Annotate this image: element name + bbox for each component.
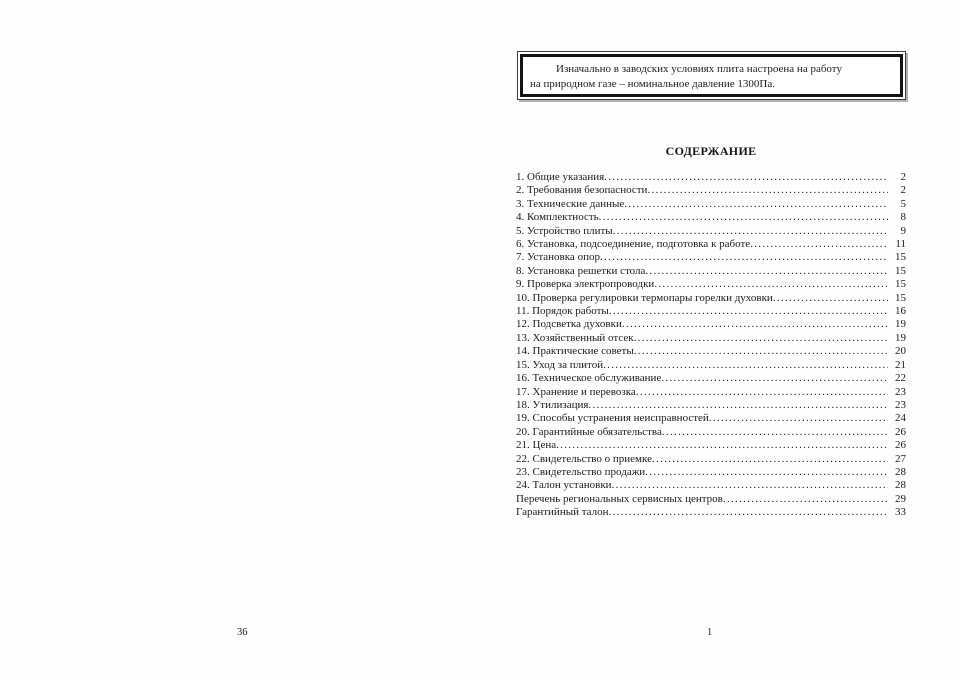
toc-leader-dots (603, 359, 888, 372)
toc-item-page: 24 (895, 412, 906, 425)
notice-text-line1: Изначально в заводских условиях плита настроена на работу (556, 63, 842, 75)
toc-item (516, 238, 906, 251)
toc-item (516, 412, 906, 425)
toc-item-page: 15 (895, 264, 906, 277)
toc-item-title: 8. Установка решетки стола (516, 264, 646, 277)
toc-leader-dots (634, 345, 888, 358)
toc-item-title: 7. Установка опор (516, 251, 600, 264)
toc-leader-dots (609, 305, 888, 318)
factory-notice-box (517, 51, 906, 100)
toc-item-title: 14. Практические советы (516, 345, 634, 358)
toc-item-title: 21. Цена (516, 439, 557, 452)
toc-item (516, 359, 906, 372)
toc-item-title: 1. Общие указания (516, 171, 605, 183)
toc-item-page: 8 (900, 211, 906, 224)
toc-item (516, 345, 906, 358)
toc-item-page: 5 (900, 197, 906, 210)
factory-notice-inner-frame (520, 54, 903, 97)
toc-leader-dots (723, 493, 888, 506)
toc-item (516, 426, 906, 439)
toc-item-page: 28 (895, 479, 906, 492)
toc-leader-dots (645, 265, 888, 278)
toc-item-title: 11. Порядок работы (516, 305, 609, 318)
toc-leader-dots (645, 466, 888, 479)
toc-item (516, 506, 906, 519)
toc-item-page: 19 (895, 331, 906, 344)
toc-item (516, 305, 906, 318)
toc-item-title: 18. Утилизация (516, 398, 589, 411)
toc-item-page: 29 (895, 492, 906, 505)
toc-leader-dots (750, 238, 888, 251)
toc-item-page: 26 (895, 439, 906, 452)
toc-leader-dots (634, 332, 888, 345)
toc-item (516, 332, 906, 345)
toc-item-page: 15 (895, 278, 906, 291)
toc-item-page: 19 (895, 318, 906, 331)
toc-item (516, 372, 906, 385)
toc-leader-dots (636, 386, 888, 399)
toc-item (516, 265, 906, 278)
toc-item-title: 3. Технические данные (516, 197, 625, 210)
toc-list (516, 171, 906, 520)
toc-item-title: 15. Уход за плитой (516, 358, 604, 371)
toc-item (516, 198, 906, 211)
toc-item-title: 13. Хозяйственный отсек (516, 331, 634, 344)
toc-item (516, 184, 906, 197)
toc-leader-dots (661, 372, 888, 385)
toc-item (516, 251, 906, 264)
toc-item-title: 23. Свидетельство продажи (516, 465, 646, 478)
toc-leader-dots (662, 426, 888, 439)
toc-item (516, 292, 906, 305)
toc-item-title: 17. Хранение и перевозка (516, 385, 636, 398)
left-page-number: 36 (237, 627, 248, 638)
toc-item-page: 20 (895, 345, 906, 358)
toc-item (516, 399, 906, 412)
toc-item-title: 2. Требования безопасности (516, 184, 648, 197)
toc-item-title: 20. Гарантийные обязательства (516, 425, 662, 438)
toc-item (516, 318, 906, 331)
toc-item-page: 15 (895, 291, 906, 304)
toc-item-page: 9 (900, 224, 906, 237)
toc-item (516, 479, 906, 492)
toc-item-title: Гарантийный талон (516, 506, 609, 519)
toc-item-title: 4. Комплектность (516, 211, 599, 224)
toc-leader-dots (709, 412, 888, 425)
toc-leader-dots (647, 184, 888, 197)
toc-leader-dots (604, 171, 888, 184)
toc-item (516, 171, 906, 184)
toc-item-page: 15 (895, 251, 906, 264)
toc-item (516, 439, 906, 452)
toc-leader-dots (600, 251, 888, 264)
toc-item-page: 23 (895, 385, 906, 398)
toc-item-page: 2 (900, 171, 906, 183)
toc-leader-dots (612, 479, 888, 492)
toc-item (516, 453, 906, 466)
toc-leader-dots (773, 292, 888, 305)
toc-item-page: 26 (895, 425, 906, 438)
toc-leader-dots (613, 225, 888, 238)
toc-leader-dots (556, 439, 888, 452)
toc-item-page: 28 (895, 465, 906, 478)
toc-item-page: 22 (895, 372, 906, 385)
toc-heading: СОДЕРЖАНИЕ (665, 144, 757, 158)
toc-leader-dots (622, 318, 888, 331)
toc-item-title: 22. Свидетельство о приемке (516, 452, 652, 465)
toc-item-page: 27 (895, 452, 906, 465)
toc-item-title: 6. Установка, подсоединение, подготовка к работе (516, 238, 751, 251)
toc-item (516, 386, 906, 399)
toc-leader-dots (609, 506, 888, 519)
toc-item-title: 9. Проверка электропроводки (516, 278, 655, 291)
toc-item-page: 2 (900, 184, 906, 197)
toc-item-title: 5. Устройство плиты (516, 224, 613, 237)
toc-leader-dots (624, 198, 888, 211)
toc-item-title: 12. Подсветка духовки (516, 318, 622, 331)
toc-item-title: Перечень региональных сервисных центров (516, 492, 723, 505)
toc-item-page: 11 (895, 238, 906, 251)
toc-item-page: 33 (895, 506, 906, 519)
toc-item (516, 211, 906, 224)
toc-leader-dots (599, 211, 888, 224)
toc-item-page: 16 (895, 305, 906, 318)
right-page-number: 1 (707, 627, 713, 638)
toc-item-page: 23 (895, 398, 906, 411)
toc-item-title: 19. Способы устранения неисправностей (516, 412, 709, 425)
toc-item (516, 278, 906, 291)
toc-leader-dots (588, 399, 888, 412)
toc-item (516, 493, 906, 506)
toc-item-page: 21 (895, 358, 906, 371)
toc-item (516, 466, 906, 479)
toc-item-title: 16. Техническое обслуживание (516, 372, 662, 385)
toc-leader-dots (652, 453, 888, 466)
toc-item-title: 10. Проверка регулировки термопары горелки духовки (516, 291, 773, 304)
toc-leader-dots (654, 278, 888, 291)
toc-item (516, 225, 906, 238)
notice-text-line2: на природном газе – номинальное давление 1300Па. (530, 78, 776, 90)
toc-item-title: 24. Талон установки (516, 479, 612, 492)
